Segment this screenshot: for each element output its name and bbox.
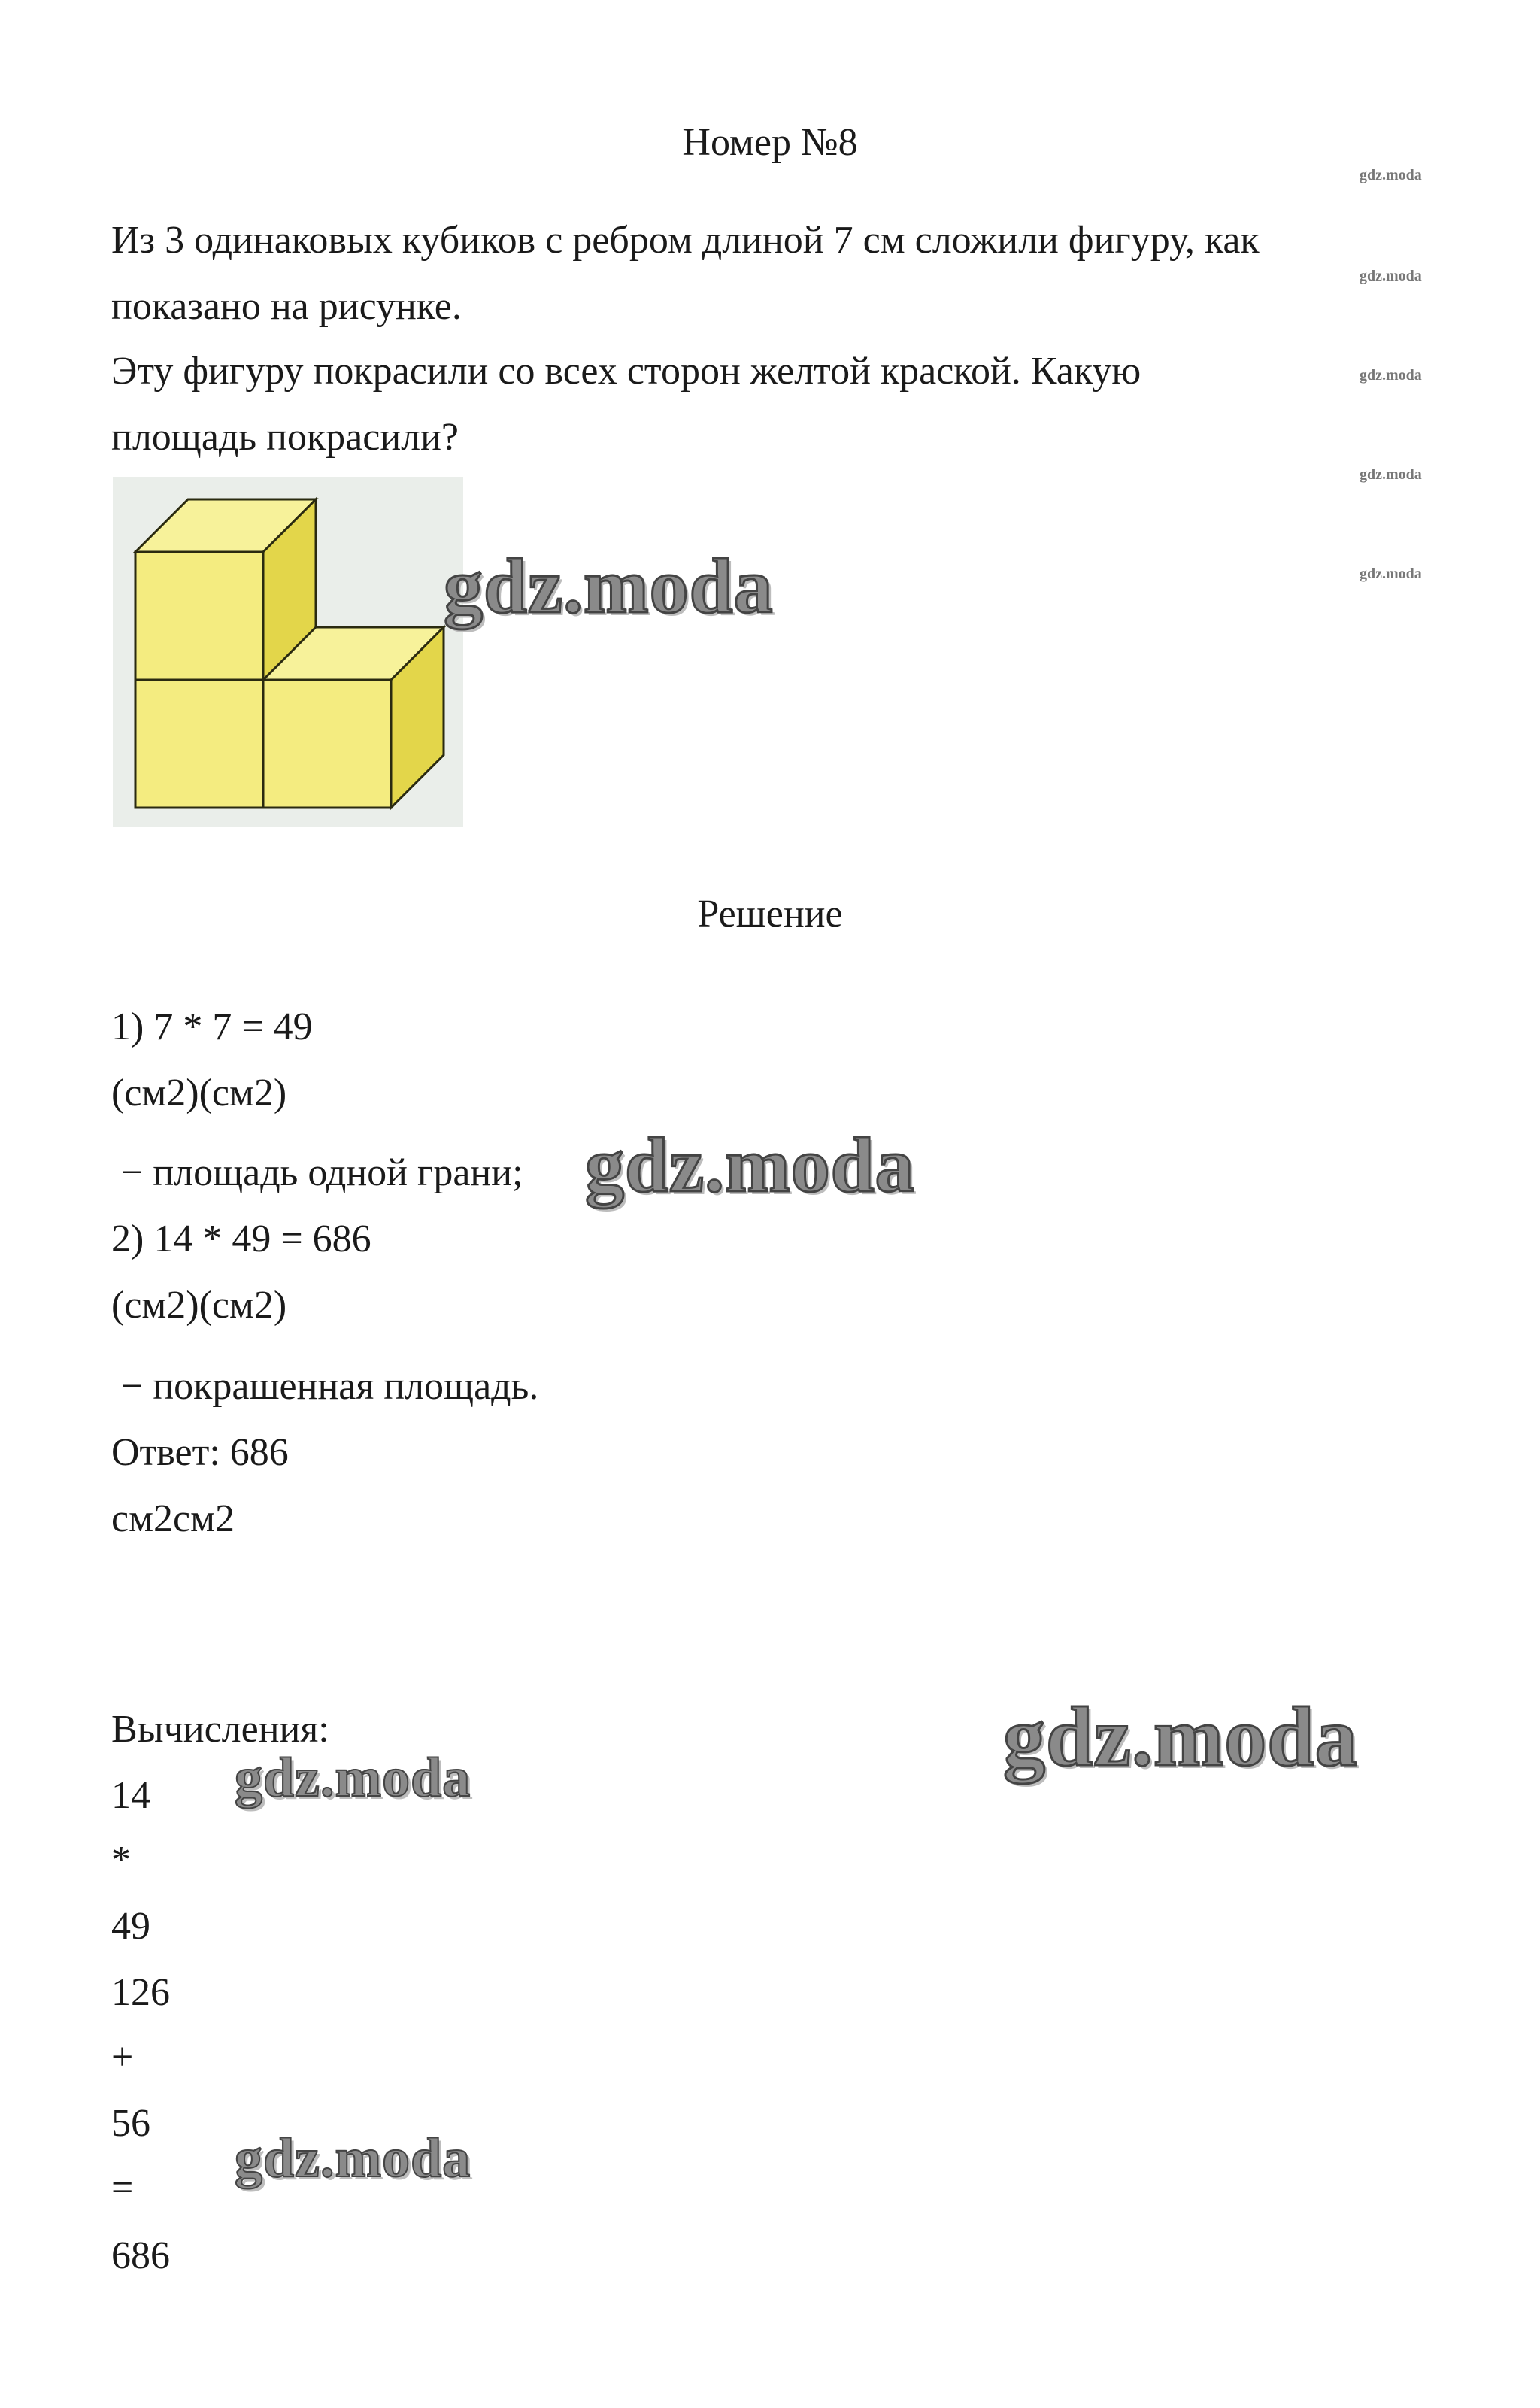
cubes-illustration	[113, 477, 463, 827]
watermark-large: gdz.moda	[1003, 1691, 1358, 1784]
calc-line: 14	[111, 1774, 150, 1817]
solution-step-1: 1) 7 * 7 = 49	[111, 1005, 313, 1048]
calc-line: *	[111, 1839, 131, 1882]
answer-line: Ответ: 686	[111, 1431, 289, 1474]
right-cube-front-face	[263, 680, 391, 808]
cubes-figure	[113, 477, 463, 827]
problem-line-4: площадь покрасили?	[111, 416, 459, 459]
solution-step-2-units: (см2)(см2)	[111, 1284, 287, 1327]
calc-line: 56	[111, 2102, 150, 2145]
calc-line: 686	[111, 2234, 170, 2277]
watermark-large: gdz.moda	[444, 543, 774, 629]
page-title: Номер №8	[682, 121, 858, 164]
watermark-small: gdz.moda	[1360, 167, 1422, 183]
watermark-medium: gdz.moda	[235, 1747, 471, 1809]
left-cube-front-face	[135, 680, 263, 808]
problem-line-3: Эту фигуру покрасили со всех сторон желтой краской. Какую	[111, 350, 1141, 393]
watermark-medium: gdz.moda	[235, 2127, 471, 2189]
watermark-large: gdz.moda	[585, 1122, 915, 1209]
watermark-small: gdz.moda	[1360, 466, 1422, 483]
calculations-heading: Вычисления:	[111, 1708, 329, 1751]
solution-step-1-description: − площадь одной грани;	[111, 1151, 523, 1194]
problem-line-1: Из 3 одинаковых кубиков с ребром длиной 7 см сложили фигуру, как	[111, 219, 1260, 262]
watermark-small: gdz.moda	[1360, 268, 1422, 284]
solution-step-1-units: (см2)(см2)	[111, 1072, 287, 1115]
calc-line: 126	[111, 1971, 170, 2014]
watermark-small: gdz.moda	[1360, 566, 1422, 582]
top-cube-front-face	[135, 552, 263, 680]
solution-step-2-description: − покрашенная площадь.	[111, 1365, 539, 1408]
solution-step-2: 2) 14 * 49 = 686	[111, 1218, 371, 1260]
problem-line-2: показано на рисунке.	[111, 285, 462, 328]
calc-line: =	[111, 2167, 134, 2209]
watermark-small: gdz.moda	[1360, 367, 1422, 384]
calc-line: 49	[111, 1905, 150, 1948]
solution-heading: Решение	[697, 893, 843, 936]
answer-units: см2см2	[111, 1497, 235, 1540]
calc-line: +	[111, 2036, 134, 2079]
